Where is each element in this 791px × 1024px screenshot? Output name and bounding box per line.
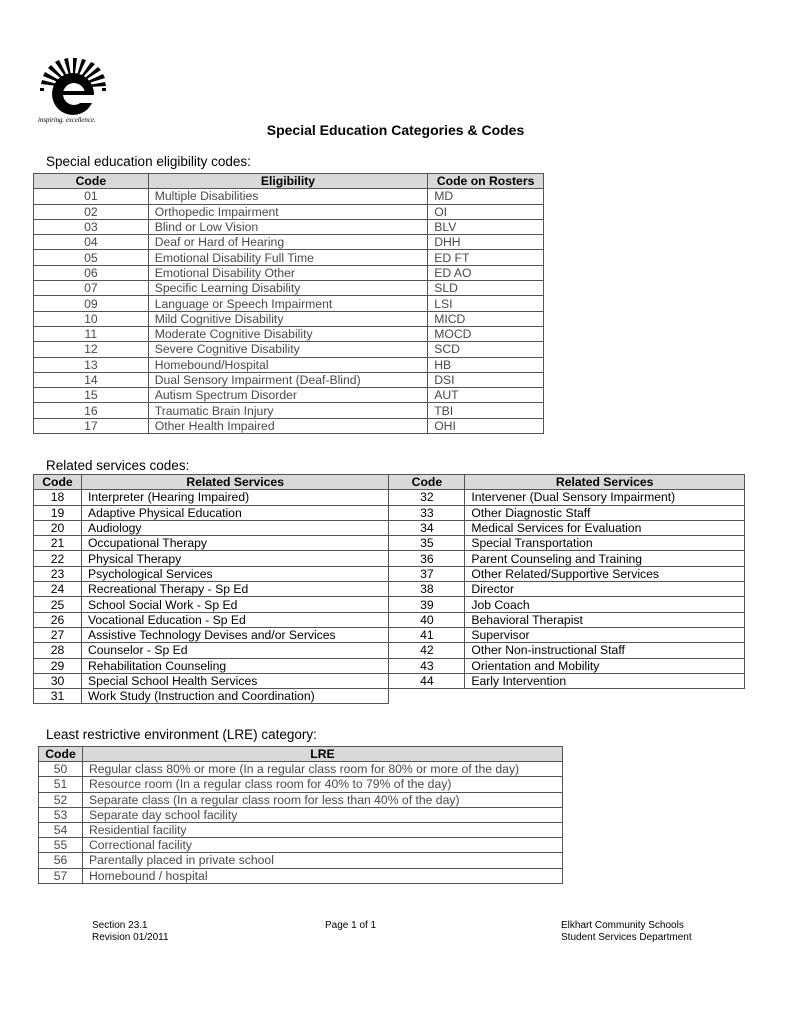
description-cell: Regular class 80% or more (In a regular class room for 80% or more of the day): [82, 762, 562, 777]
description-cell: BLV: [428, 219, 544, 234]
code-cell: 57: [39, 868, 83, 883]
description-cell: Separate day school facility: [82, 807, 562, 822]
description-cell: OI: [428, 204, 544, 219]
code-cell: 16: [34, 403, 149, 418]
description-cell: Behavioral Therapist: [465, 612, 745, 627]
code-cell: 52: [39, 792, 83, 807]
lre-col-lre: LRE: [82, 747, 562, 762]
empty-cell: [465, 689, 745, 704]
eligibility-row: [34, 189, 544, 204]
lre-row: [39, 807, 563, 822]
eligibility-row: [34, 388, 544, 403]
related-service-row: [34, 551, 745, 566]
related-service-row: [34, 643, 745, 658]
code-cell: 20: [34, 520, 82, 535]
footer-section: Section 23.1: [92, 920, 148, 931]
description-cell: Parent Counseling and Training: [465, 551, 745, 566]
lre-header-row: [39, 747, 563, 762]
code-cell: 24: [34, 582, 82, 597]
description-cell: Emotional Disability Full Time: [148, 250, 427, 265]
footer-department: Student Services Department: [561, 932, 692, 943]
description-cell: SCD: [428, 342, 544, 357]
description-cell: Blind or Low Vision: [148, 219, 427, 234]
description-cell: Early Intervention: [465, 673, 745, 688]
eligibility-table-body: [34, 189, 544, 434]
related-service-row: [34, 627, 745, 642]
related-service-row: [34, 520, 745, 535]
code-cell: 51: [39, 777, 83, 792]
code-cell: 28: [34, 643, 82, 658]
eligibility-row: [34, 250, 544, 265]
related-col-service-left: Related Services: [81, 475, 389, 490]
description-cell: Other Non-instructional Staff: [465, 643, 745, 658]
code-cell: 33: [389, 505, 465, 520]
lre-row: [39, 868, 563, 883]
description-cell: Homebound / hospital: [82, 868, 562, 883]
code-cell: 34: [389, 520, 465, 535]
description-cell: Interpreter (Hearing Impaired): [81, 490, 389, 505]
description-cell: Recreational Therapy - Sp Ed: [81, 582, 389, 597]
eligibility-row: [34, 326, 544, 341]
eligibility-header-row: [34, 174, 544, 189]
footer-organization: Elkhart Community Schools: [561, 920, 684, 931]
eligibility-row: [34, 311, 544, 326]
description-cell: Medical Services for Evaluation: [465, 520, 745, 535]
code-cell: 42: [389, 643, 465, 658]
code-cell: 07: [34, 281, 149, 296]
lre-row: [39, 853, 563, 868]
description-cell: Special Transportation: [465, 536, 745, 551]
code-cell: 30: [34, 673, 82, 688]
code-cell: 54: [39, 822, 83, 837]
code-cell: 37: [389, 566, 465, 581]
code-cell: 02: [34, 204, 149, 219]
related-header-row: [34, 475, 745, 490]
description-cell: Language or Speech Impairment: [148, 296, 427, 311]
related-service-row: [34, 582, 745, 597]
description-cell: Severe Cognitive Disability: [148, 342, 427, 357]
description-cell: Supervisor: [465, 627, 745, 642]
description-cell: Intervener (Dual Sensory Impairment): [465, 490, 745, 505]
related-service-row: [34, 490, 745, 505]
eligibility-row: [34, 235, 544, 250]
related-section-label: Related services codes:: [46, 458, 190, 473]
district-logo: [38, 58, 110, 124]
description-cell: School Social Work - Sp Ed: [81, 597, 389, 612]
lre-row: [39, 838, 563, 853]
description-cell: Separate class (In a regular class room for less than 40% of the day): [82, 792, 562, 807]
eligibility-row: [34, 403, 544, 418]
code-cell: 11: [34, 326, 149, 341]
eligibility-row: [34, 372, 544, 387]
related-services-table: [33, 474, 745, 704]
description-cell: Deaf or Hard of Hearing: [148, 235, 427, 250]
description-cell: Physical Therapy: [81, 551, 389, 566]
description-cell: OHI: [428, 418, 544, 433]
code-cell: 03: [34, 219, 149, 234]
code-cell: 15: [34, 388, 149, 403]
related-service-row: [34, 597, 745, 612]
related-service-row: [34, 689, 745, 704]
empty-cell: [389, 689, 465, 704]
code-cell: 35: [389, 536, 465, 551]
footer-page-number: Page 1 of 1: [325, 920, 377, 931]
description-cell: Other Related/Supportive Services: [465, 566, 745, 581]
code-cell: 23: [34, 566, 82, 581]
eligibility-row: [34, 296, 544, 311]
description-cell: Other Health Impaired: [148, 418, 427, 433]
related-service-row: [34, 505, 745, 520]
lre-section-label: Least restrictive environment (LRE) category:: [46, 727, 317, 742]
eligibility-col-eligibility: Eligibility: [148, 174, 427, 189]
description-cell: Counselor - Sp Ed: [81, 643, 389, 658]
code-cell: 09: [34, 296, 149, 311]
description-cell: ED FT: [428, 250, 544, 265]
eligibility-table: [33, 173, 544, 434]
description-cell: Occupational Therapy: [81, 536, 389, 551]
footer-left: [92, 920, 169, 944]
description-cell: Adaptive Physical Education: [81, 505, 389, 520]
code-cell: 04: [34, 235, 149, 250]
description-cell: MD: [428, 189, 544, 204]
description-cell: MICD: [428, 311, 544, 326]
description-cell: Special School Health Services: [81, 673, 389, 688]
code-cell: 38: [389, 582, 465, 597]
lre-col-code: Code: [39, 747, 83, 762]
code-cell: 19: [34, 505, 82, 520]
description-cell: Multiple Disabilities: [148, 189, 427, 204]
eligibility-row: [34, 219, 544, 234]
code-cell: 22: [34, 551, 82, 566]
code-cell: 05: [34, 250, 149, 265]
eligibility-row: [34, 357, 544, 372]
description-cell: Parentally placed in private school: [82, 853, 562, 868]
code-cell: 17: [34, 418, 149, 433]
related-col-code-left: Code: [34, 475, 82, 490]
code-cell: 14: [34, 372, 149, 387]
code-cell: 31: [34, 689, 82, 704]
code-cell: 25: [34, 597, 82, 612]
code-cell: 21: [34, 536, 82, 551]
description-cell: Orthopedic Impairment: [148, 204, 427, 219]
lre-row: [39, 822, 563, 837]
eligibility-col-roster-code: Code on Rosters: [428, 174, 544, 189]
description-cell: Residential facility: [82, 822, 562, 837]
related-col-code-right: Code: [389, 475, 465, 490]
lre-row: [39, 792, 563, 807]
description-cell: Resource room (In a regular class room for 40% to 79% of the day): [82, 777, 562, 792]
code-cell: 26: [34, 612, 82, 627]
lre-row: [39, 762, 563, 777]
eligibility-row: [34, 204, 544, 219]
code-cell: 13: [34, 357, 149, 372]
description-cell: Orientation and Mobility: [465, 658, 745, 673]
related-service-row: [34, 658, 745, 673]
description-cell: Psychological Services: [81, 566, 389, 581]
description-cell: Vocational Education - Sp Ed: [81, 612, 389, 627]
code-cell: 50: [39, 762, 83, 777]
page-title: Special Education Categories & Codes: [266, 122, 525, 138]
footer-revision: Revision 01/2011: [92, 932, 169, 943]
description-cell: Job Coach: [465, 597, 745, 612]
code-cell: 10: [34, 311, 149, 326]
code-cell: 18: [34, 490, 82, 505]
code-cell: 29: [34, 658, 82, 673]
related-service-row: [34, 673, 745, 688]
description-cell: Traumatic Brain Injury: [148, 403, 427, 418]
eligibility-row: [34, 265, 544, 280]
description-cell: Rehabilitation Counseling: [81, 658, 389, 673]
code-cell: 40: [389, 612, 465, 627]
description-cell: HB: [428, 357, 544, 372]
footer-right: [561, 920, 692, 944]
code-cell: 06: [34, 265, 149, 280]
lre-table: [38, 746, 563, 884]
description-cell: Autism Spectrum Disorder: [148, 388, 427, 403]
description-cell: SLD: [428, 281, 544, 296]
description-cell: DHH: [428, 235, 544, 250]
description-cell: Mild Cognitive Disability: [148, 311, 427, 326]
lre-table-body: [39, 762, 563, 884]
description-cell: Director: [465, 582, 745, 597]
sunburst-e-logo-icon: [38, 58, 108, 116]
eligibility-section-label: Special education eligibility codes:: [46, 154, 251, 169]
description-cell: Dual Sensory Impairment (Deaf-Blind): [148, 372, 427, 387]
description-cell: DSI: [428, 372, 544, 387]
eligibility-row: [34, 281, 544, 296]
description-cell: TBI: [428, 403, 544, 418]
description-cell: LSI: [428, 296, 544, 311]
description-cell: ED AO: [428, 265, 544, 280]
related-service-row: [34, 536, 745, 551]
logo-tagline: inspiring. excellence.: [38, 116, 96, 124]
code-cell: 44: [389, 673, 465, 688]
related-service-row: [34, 612, 745, 627]
description-cell: Other Diagnostic Staff: [465, 505, 745, 520]
code-cell: 01: [34, 189, 149, 204]
code-cell: 56: [39, 853, 83, 868]
code-cell: 43: [389, 658, 465, 673]
description-cell: Correctional facility: [82, 838, 562, 853]
related-col-service-right: Related Services: [465, 475, 745, 490]
description-cell: AUT: [428, 388, 544, 403]
code-cell: 55: [39, 838, 83, 853]
description-cell: Homebound/Hospital: [148, 357, 427, 372]
description-cell: Audiology: [81, 520, 389, 535]
description-cell: MOCD: [428, 326, 544, 341]
description-cell: Work Study (Instruction and Coordination): [81, 689, 389, 704]
related-table-body: [34, 490, 745, 704]
eligibility-row: [34, 418, 544, 433]
eligibility-row: [34, 342, 544, 357]
code-cell: 32: [389, 490, 465, 505]
description-cell: Assistive Technology Devises and/or Services: [81, 627, 389, 642]
eligibility-col-code: Code: [34, 174, 149, 189]
code-cell: 36: [389, 551, 465, 566]
description-cell: Moderate Cognitive Disability: [148, 326, 427, 341]
code-cell: 53: [39, 807, 83, 822]
code-cell: 39: [389, 597, 465, 612]
description-cell: Emotional Disability Other: [148, 265, 427, 280]
code-cell: 41: [389, 627, 465, 642]
related-service-row: [34, 566, 745, 581]
lre-row: [39, 777, 563, 792]
code-cell: 12: [34, 342, 149, 357]
description-cell: Specific Learning Disability: [148, 281, 427, 296]
code-cell: 27: [34, 627, 82, 642]
